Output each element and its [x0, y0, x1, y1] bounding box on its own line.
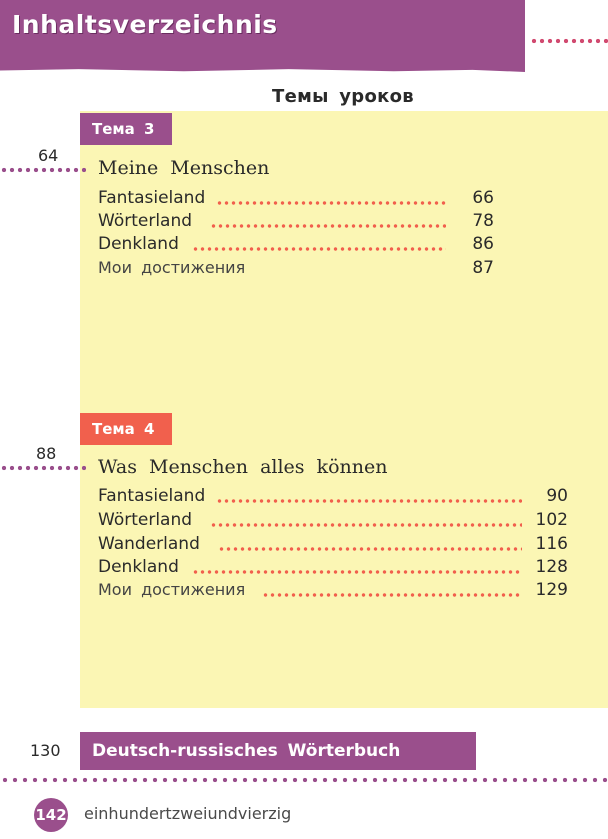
toc-entry-label: Fantasieland: [98, 188, 206, 208]
toc-entry-label: Wanderland: [98, 534, 200, 554]
toc-entry-page: 78: [472, 211, 494, 231]
toc-entry-page: 87: [472, 258, 494, 278]
topic-4-start-page: 88: [36, 444, 57, 463]
topic-4-dots-decoration: [0, 465, 86, 471]
dictionary-page: 130: [30, 741, 61, 760]
toc-entry-label: Мои достижения: [98, 258, 246, 277]
toc-entry-label: Мои достижения: [98, 580, 246, 599]
page-title: Inhaltsverzeichnis: [12, 10, 278, 39]
dictionary-link[interactable]: Deutsch-russisches Wörterbuch: [80, 732, 476, 770]
topic-3-start-page: 64: [38, 146, 59, 165]
topic-3-dots-decoration: [0, 167, 86, 173]
toc-entry-label: Denkland: [98, 234, 179, 254]
toc-entry-label: Fantasieland: [98, 486, 206, 506]
toc-entry-label: Denkland: [98, 557, 179, 577]
page-number-words: einhundertzweiundvierzig: [84, 804, 292, 823]
topic-4-badge: Тема 4: [80, 413, 172, 445]
toc-entry-page: 90: [546, 486, 568, 506]
topic-4-title: Was Menschen alles können: [98, 456, 388, 478]
header-dots-decoration: [530, 38, 608, 44]
toc-entry-label: Wörterland: [98, 211, 193, 231]
toc-entry-page: 128: [535, 557, 568, 577]
toc-entry-page: 116: [535, 534, 568, 554]
lesson-topics-heading: Темы уроков: [272, 86, 415, 107]
toc-entry-label: Wörterland: [98, 510, 193, 530]
topic-3-title: Meine Menschen: [98, 157, 270, 179]
page-number-badge: 142: [34, 798, 68, 832]
toc-entry-page: 129: [535, 580, 568, 600]
toc-entry-page: 66: [472, 188, 494, 208]
bottom-dots-decoration: [0, 777, 608, 783]
topic-3-badge: Тема 3: [80, 113, 172, 145]
toc-entry-page: 102: [535, 510, 568, 530]
toc-entry-page: 86: [472, 234, 494, 254]
